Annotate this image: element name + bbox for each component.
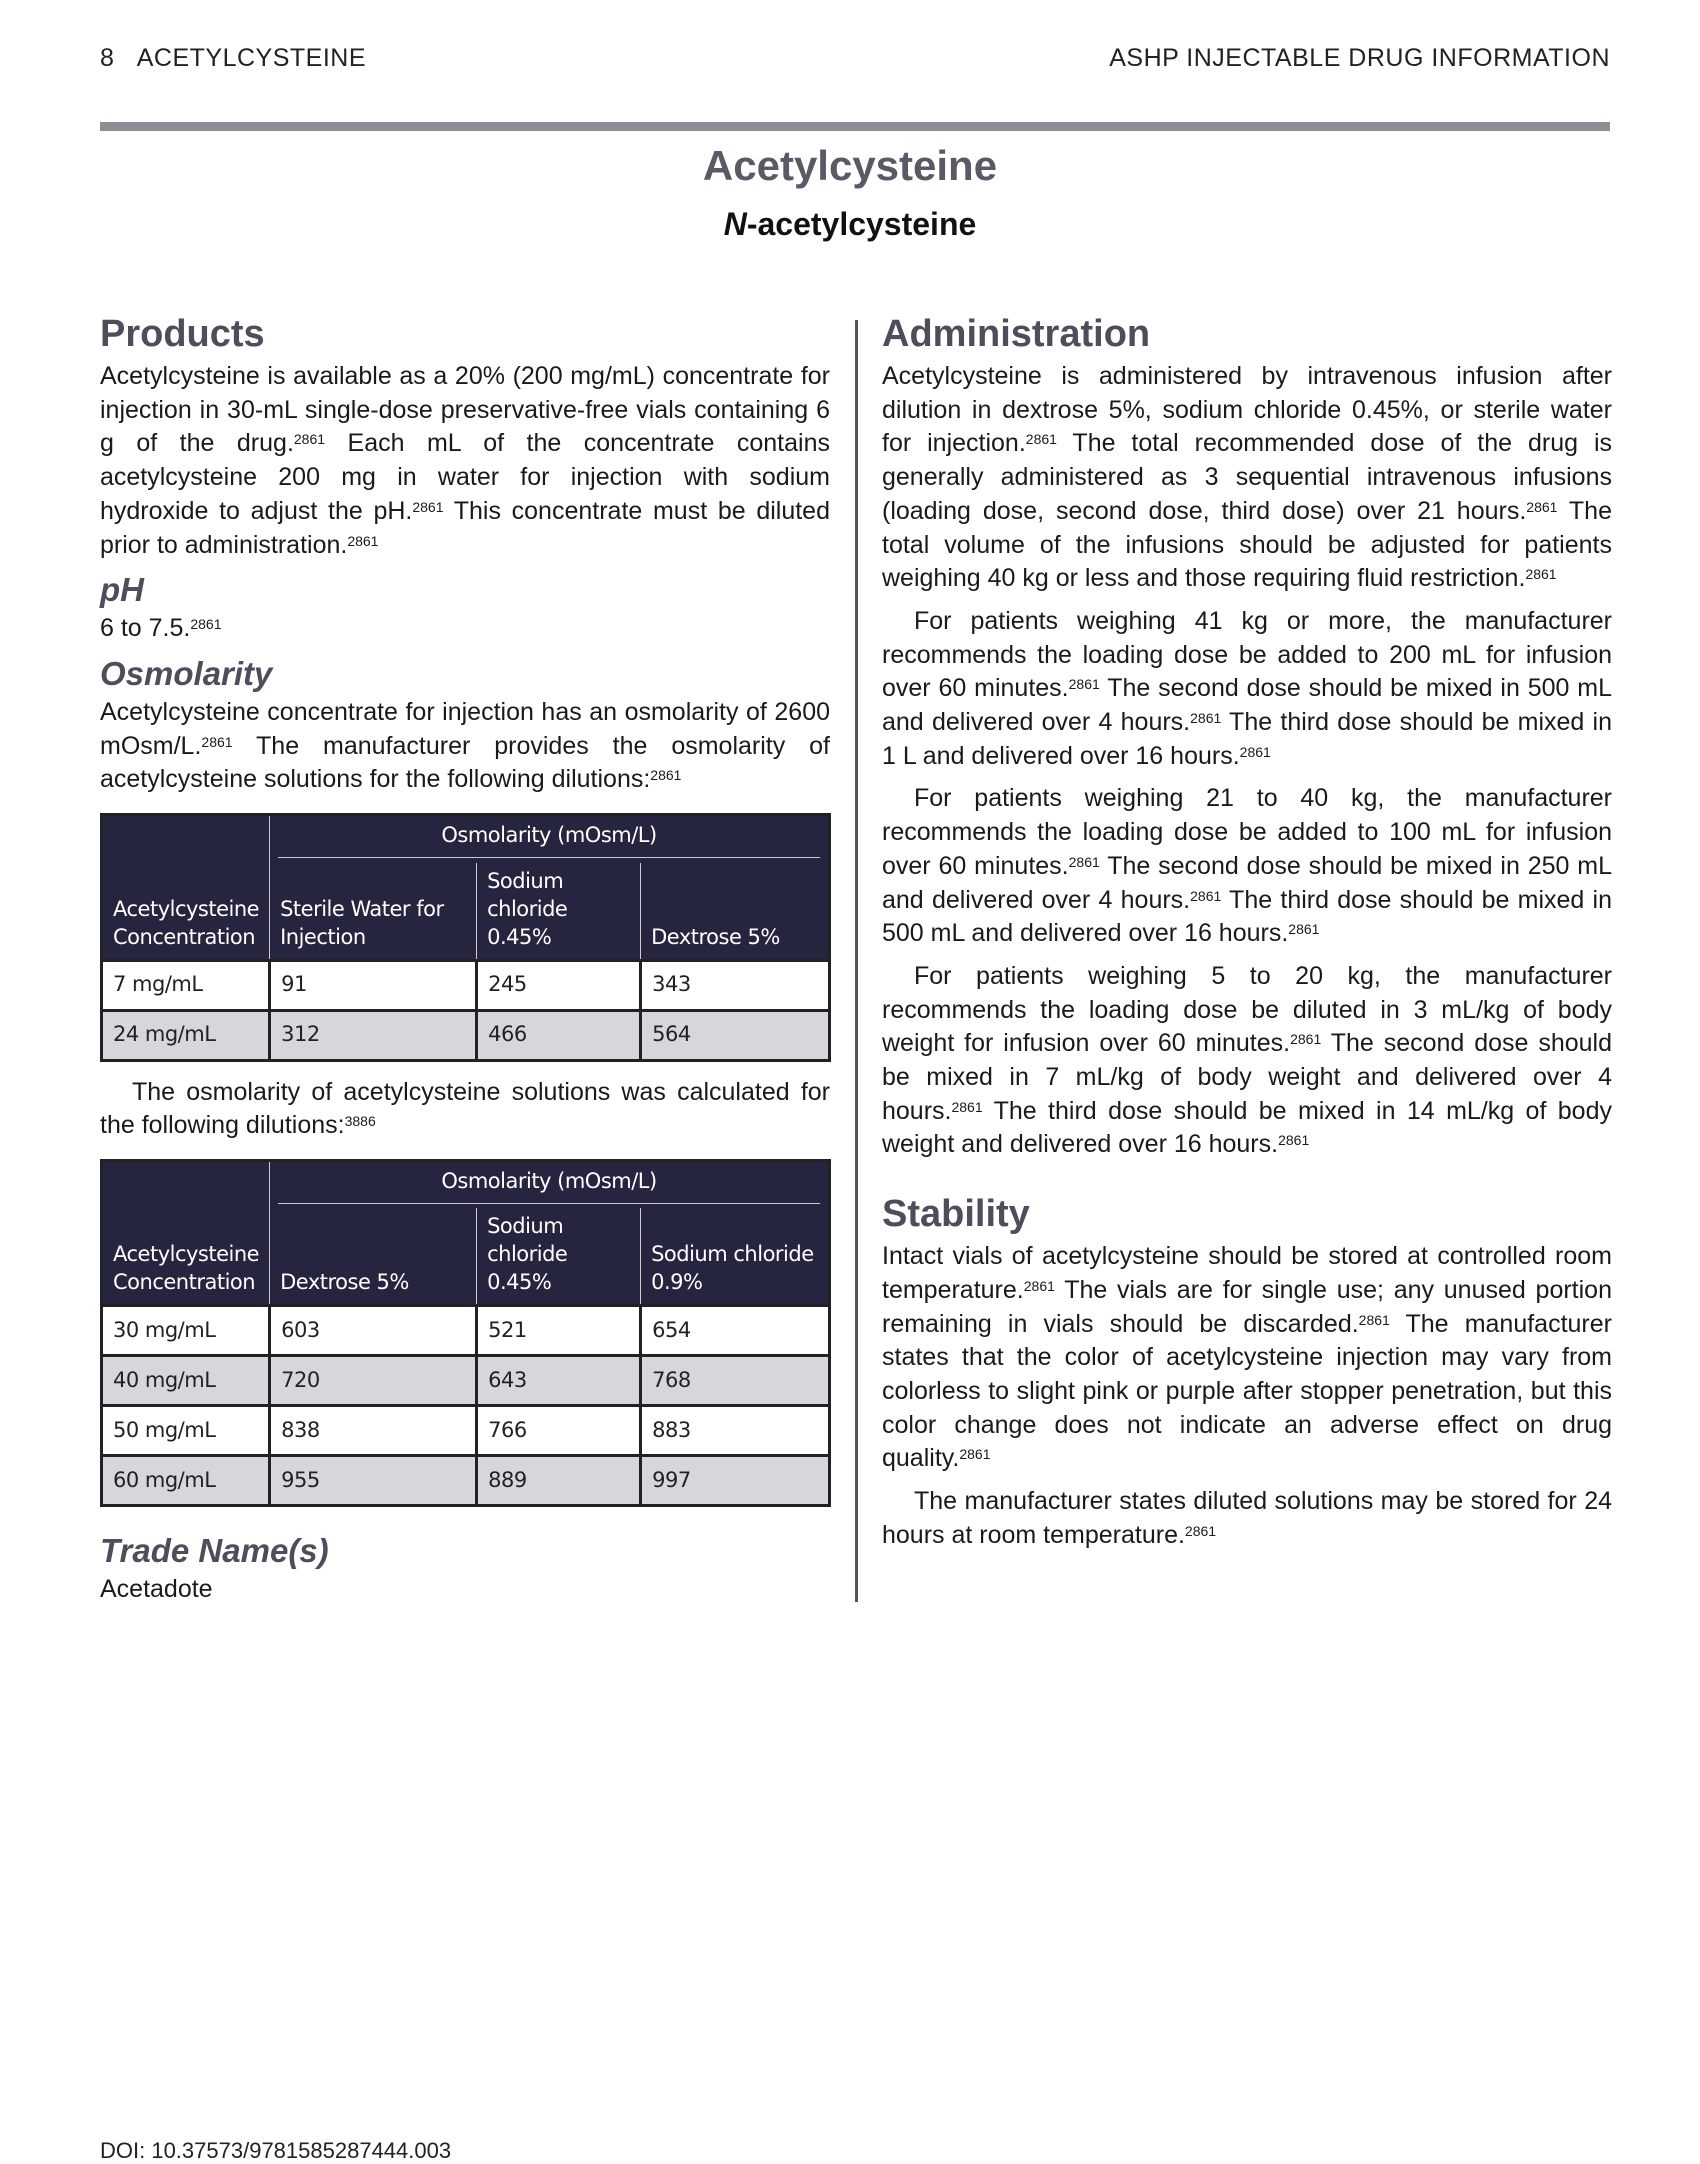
ph-text [100, 612, 830, 646]
table-cell: 889 [477, 1456, 641, 1506]
table-cell: 60 mg/mL [102, 1456, 270, 1506]
stability-heading: Stability [882, 1193, 1030, 1236]
group-header: Osmolarity (mOsm/L) [270, 1160, 830, 1208]
reference-superscript: 2861 [1023, 1277, 1055, 1294]
trade-name: Acetadote [100, 1575, 213, 1604]
table-cell: 768 [641, 1356, 830, 1406]
trade-names-heading: Trade Name(s) [100, 1532, 329, 1570]
osmolarity-heading: Osmolarity [100, 654, 273, 692]
reference-superscript: 2861 [1190, 887, 1222, 904]
reference-superscript: 2861 [201, 733, 233, 750]
running-header-left [100, 44, 366, 73]
reference-superscript: 2861 [347, 532, 379, 549]
column-header: Sodium chloride 0.45% [477, 1208, 641, 1306]
subtitle-italic: N [723, 206, 747, 242]
stability-paragraph [882, 1485, 1612, 1552]
column-header: Sodium chloride 0.45% [477, 863, 641, 961]
table-row [102, 1306, 830, 1356]
table-cell: 40 mg/mL [102, 1356, 270, 1406]
monograph-title: Acetylcysteine [702, 142, 998, 189]
text-run: Acetylcysteine is administered by intravenous infusion after dilution in dextrose 5%, sodium chloride 0.45%, or sterile water for injection. [882, 362, 1612, 458]
column-header: Dextrose 5% [270, 1208, 477, 1306]
administration-paragraph [882, 605, 1612, 774]
reference-superscript: 2861 [1525, 566, 1557, 583]
table-cell: 7 mg/mL [102, 960, 270, 1010]
table-cell: 91 [270, 960, 477, 1010]
text-run: The manufacturer states that the color of acetylcysteine injection may vary from colorless to slight pink or purple after stopper penetration, but this color change does not indicate an adverse effect on drug quality. [882, 1309, 1612, 1473]
reference-superscript: 2861 [1290, 1031, 1322, 1048]
column-header: Sodium chloride 0.9% [641, 1208, 830, 1306]
reference-superscript: 2861 [1184, 1522, 1217, 1539]
table-header-row [102, 1160, 830, 1208]
text-run: The third dose should be mixed in 1 L and delivered over 16 hours. [882, 708, 1613, 770]
column-header: Acetylcysteine Concentration [102, 1160, 270, 1306]
text-run: The second dose should be mixed in 500 mL and delivered over 4 hours. [882, 674, 1612, 737]
table-cell: 883 [641, 1406, 830, 1456]
administration-paragraph [882, 960, 1612, 1162]
left-column [100, 310, 830, 1607]
text-run: The total volume of the infusions should be adjusted for patients weighing 40 kg or less and those requiring fluid restriction. [882, 496, 1612, 593]
text-run: The second dose should be mixed in 250 mL and delivered over 4 hours. [882, 851, 1612, 914]
page-number: 8 [100, 44, 115, 72]
table-cell: 997 [641, 1456, 830, 1506]
reference-superscript: 2861 [412, 498, 444, 515]
reference-superscript: 2861 [959, 1446, 991, 1463]
osmolarity-text [100, 696, 830, 797]
text-run: For patients weighing 5 to 20 kg, the manufacturer recommends the loading dose be diluted in 3 mL/kg of body weight for infusion over 60 minutes. [882, 961, 1612, 1058]
table-cell: 24 mg/mL [102, 1010, 270, 1060]
header-rule [100, 122, 1610, 131]
administration-paragraph [882, 782, 1612, 951]
ph-value: 6 to 7.5. [100, 614, 191, 643]
table-cell: 312 [270, 1010, 477, 1060]
table-cell: 343 [641, 960, 830, 1010]
column-header: Sterile Water for Injection [270, 863, 477, 961]
reference-superscript: 2861 [1239, 743, 1271, 760]
reference-superscript: 3886 [344, 1113, 376, 1130]
right-column [882, 310, 1612, 1553]
ph-heading: pH [100, 571, 144, 609]
reference-superscript: 2861 [1190, 710, 1222, 727]
subtitle-rest: -acetylcysteine [746, 206, 977, 242]
table-cell: 654 [641, 1306, 830, 1356]
osmolarity-table-1 [100, 813, 831, 1062]
ph-ref: 2861 [190, 616, 222, 633]
osmolarity-text-2 [100, 1076, 830, 1143]
table-cell: 766 [477, 1406, 641, 1456]
table-cell: 955 [270, 1456, 477, 1506]
text-run: The manufacturer provides the osmolarity of acetylcysteine solutions for the following dilutions: [100, 731, 830, 794]
stability-paragraph [882, 1240, 1612, 1476]
table-cell: 564 [641, 1010, 830, 1060]
text-run: The vials are for single use; any unused portion remaining in vials should be discarded. [882, 1275, 1612, 1338]
text-run: The osmolarity of acetylcysteine solutions was calculated for the following dilutions: [100, 1077, 830, 1140]
running-header-right: ASHP INJECTABLE DRUG INFORMATION [1109, 44, 1610, 72]
administration-paragraph [882, 360, 1612, 596]
reference-superscript: 2861 [1068, 676, 1100, 693]
monograph-subtitle [0, 206, 1700, 243]
text-run: Acetylcysteine is available as a 20% (200 mg/mL) concentrate for injection in 30-mL single-dose preservative-free vials containing 6 g of the drug. [100, 362, 830, 458]
text-run: This concentrate must be diluted prior to administration. [100, 496, 830, 559]
products-text [100, 360, 830, 562]
reference-superscript: 2861 [293, 431, 326, 448]
table-row [102, 1406, 830, 1456]
table-cell: 50 mg/mL [102, 1406, 270, 1456]
text-run: For patients weighing 21 to 40 kg, the manufacturer recommends the loading dose be added to 100 mL for infusion over 60 minutes. [882, 784, 1612, 880]
text-run: Each mL of the concentrate contains acetylcysteine 200 mg in water for injection with sodium hydroxide to adjust the pH. [100, 429, 830, 525]
section-name: ACETYLCYSTEINE [136, 44, 367, 72]
column-header: Dextrose 5% [641, 863, 830, 961]
table-cell: 720 [270, 1356, 477, 1406]
table-cell: 643 [477, 1356, 641, 1406]
text-run: The third dose should be mixed in 500 mL and delivered over 16 hours. [882, 885, 1613, 948]
column-divider [855, 320, 858, 1602]
reference-superscript: 2861 [951, 1098, 983, 1115]
text-run: The manufacturer states diluted solutions may be stored for 24 hours at room temperature. [882, 1487, 1612, 1549]
group-header: Osmolarity (mOsm/L) [270, 815, 830, 863]
table-cell: 603 [270, 1306, 477, 1356]
text-run: For patients weighing 41 kg or more, the manufacturer recommends the loading dose be added to 200 mL for infusion over 60 minutes. [882, 606, 1612, 703]
text-run: Acetylcysteine concentrate for injection has an osmolarity of 2600 mOsm/L. [100, 697, 830, 760]
table-cell: 245 [477, 960, 641, 1010]
text-run: The second dose should be mixed in 7 mL/kg of body weight and delivered over 4 hours. [882, 1029, 1613, 1125]
osmolarity-table-2 [100, 1159, 831, 1508]
reference-superscript: 2861 [1025, 431, 1057, 448]
reference-superscript: 2861 [1278, 1132, 1310, 1149]
reference-superscript: 2861 [1068, 853, 1100, 870]
reference-superscript: 2861 [1358, 1311, 1390, 1328]
doi-footer: DOI: 10.37573/9781585287444.003 [100, 2138, 452, 2163]
table-row [102, 1456, 830, 1506]
column-header: Acetylcysteine Concentration [102, 815, 270, 961]
table-cell: 838 [270, 1406, 477, 1456]
table-row [102, 1010, 830, 1060]
table-cell: 521 [477, 1306, 641, 1356]
administration-heading: Administration [882, 313, 1151, 355]
text-run: The third dose should be mixed in 14 mL/kg of body weight and delivered over 16 hours. [882, 1096, 1612, 1159]
reference-superscript: 2861 [1288, 921, 1320, 938]
table-header-row [102, 815, 830, 863]
table-row [102, 960, 830, 1010]
table-row [102, 1356, 830, 1406]
text-run: Intact vials of acetylcysteine should be stored at controlled room temperature. [882, 1242, 1612, 1304]
reference-superscript: 2861 [1526, 498, 1558, 515]
reference-superscript: 2861 [650, 767, 682, 784]
table-cell: 466 [477, 1010, 641, 1060]
table-cell: 30 mg/mL [102, 1306, 270, 1356]
products-heading: Products [100, 313, 265, 355]
text-run: The total recommended dose of the drug is generally administered as 3 sequential intravenous infusions (loading dose, second dose, third dose) over 21 hours. [882, 429, 1612, 525]
